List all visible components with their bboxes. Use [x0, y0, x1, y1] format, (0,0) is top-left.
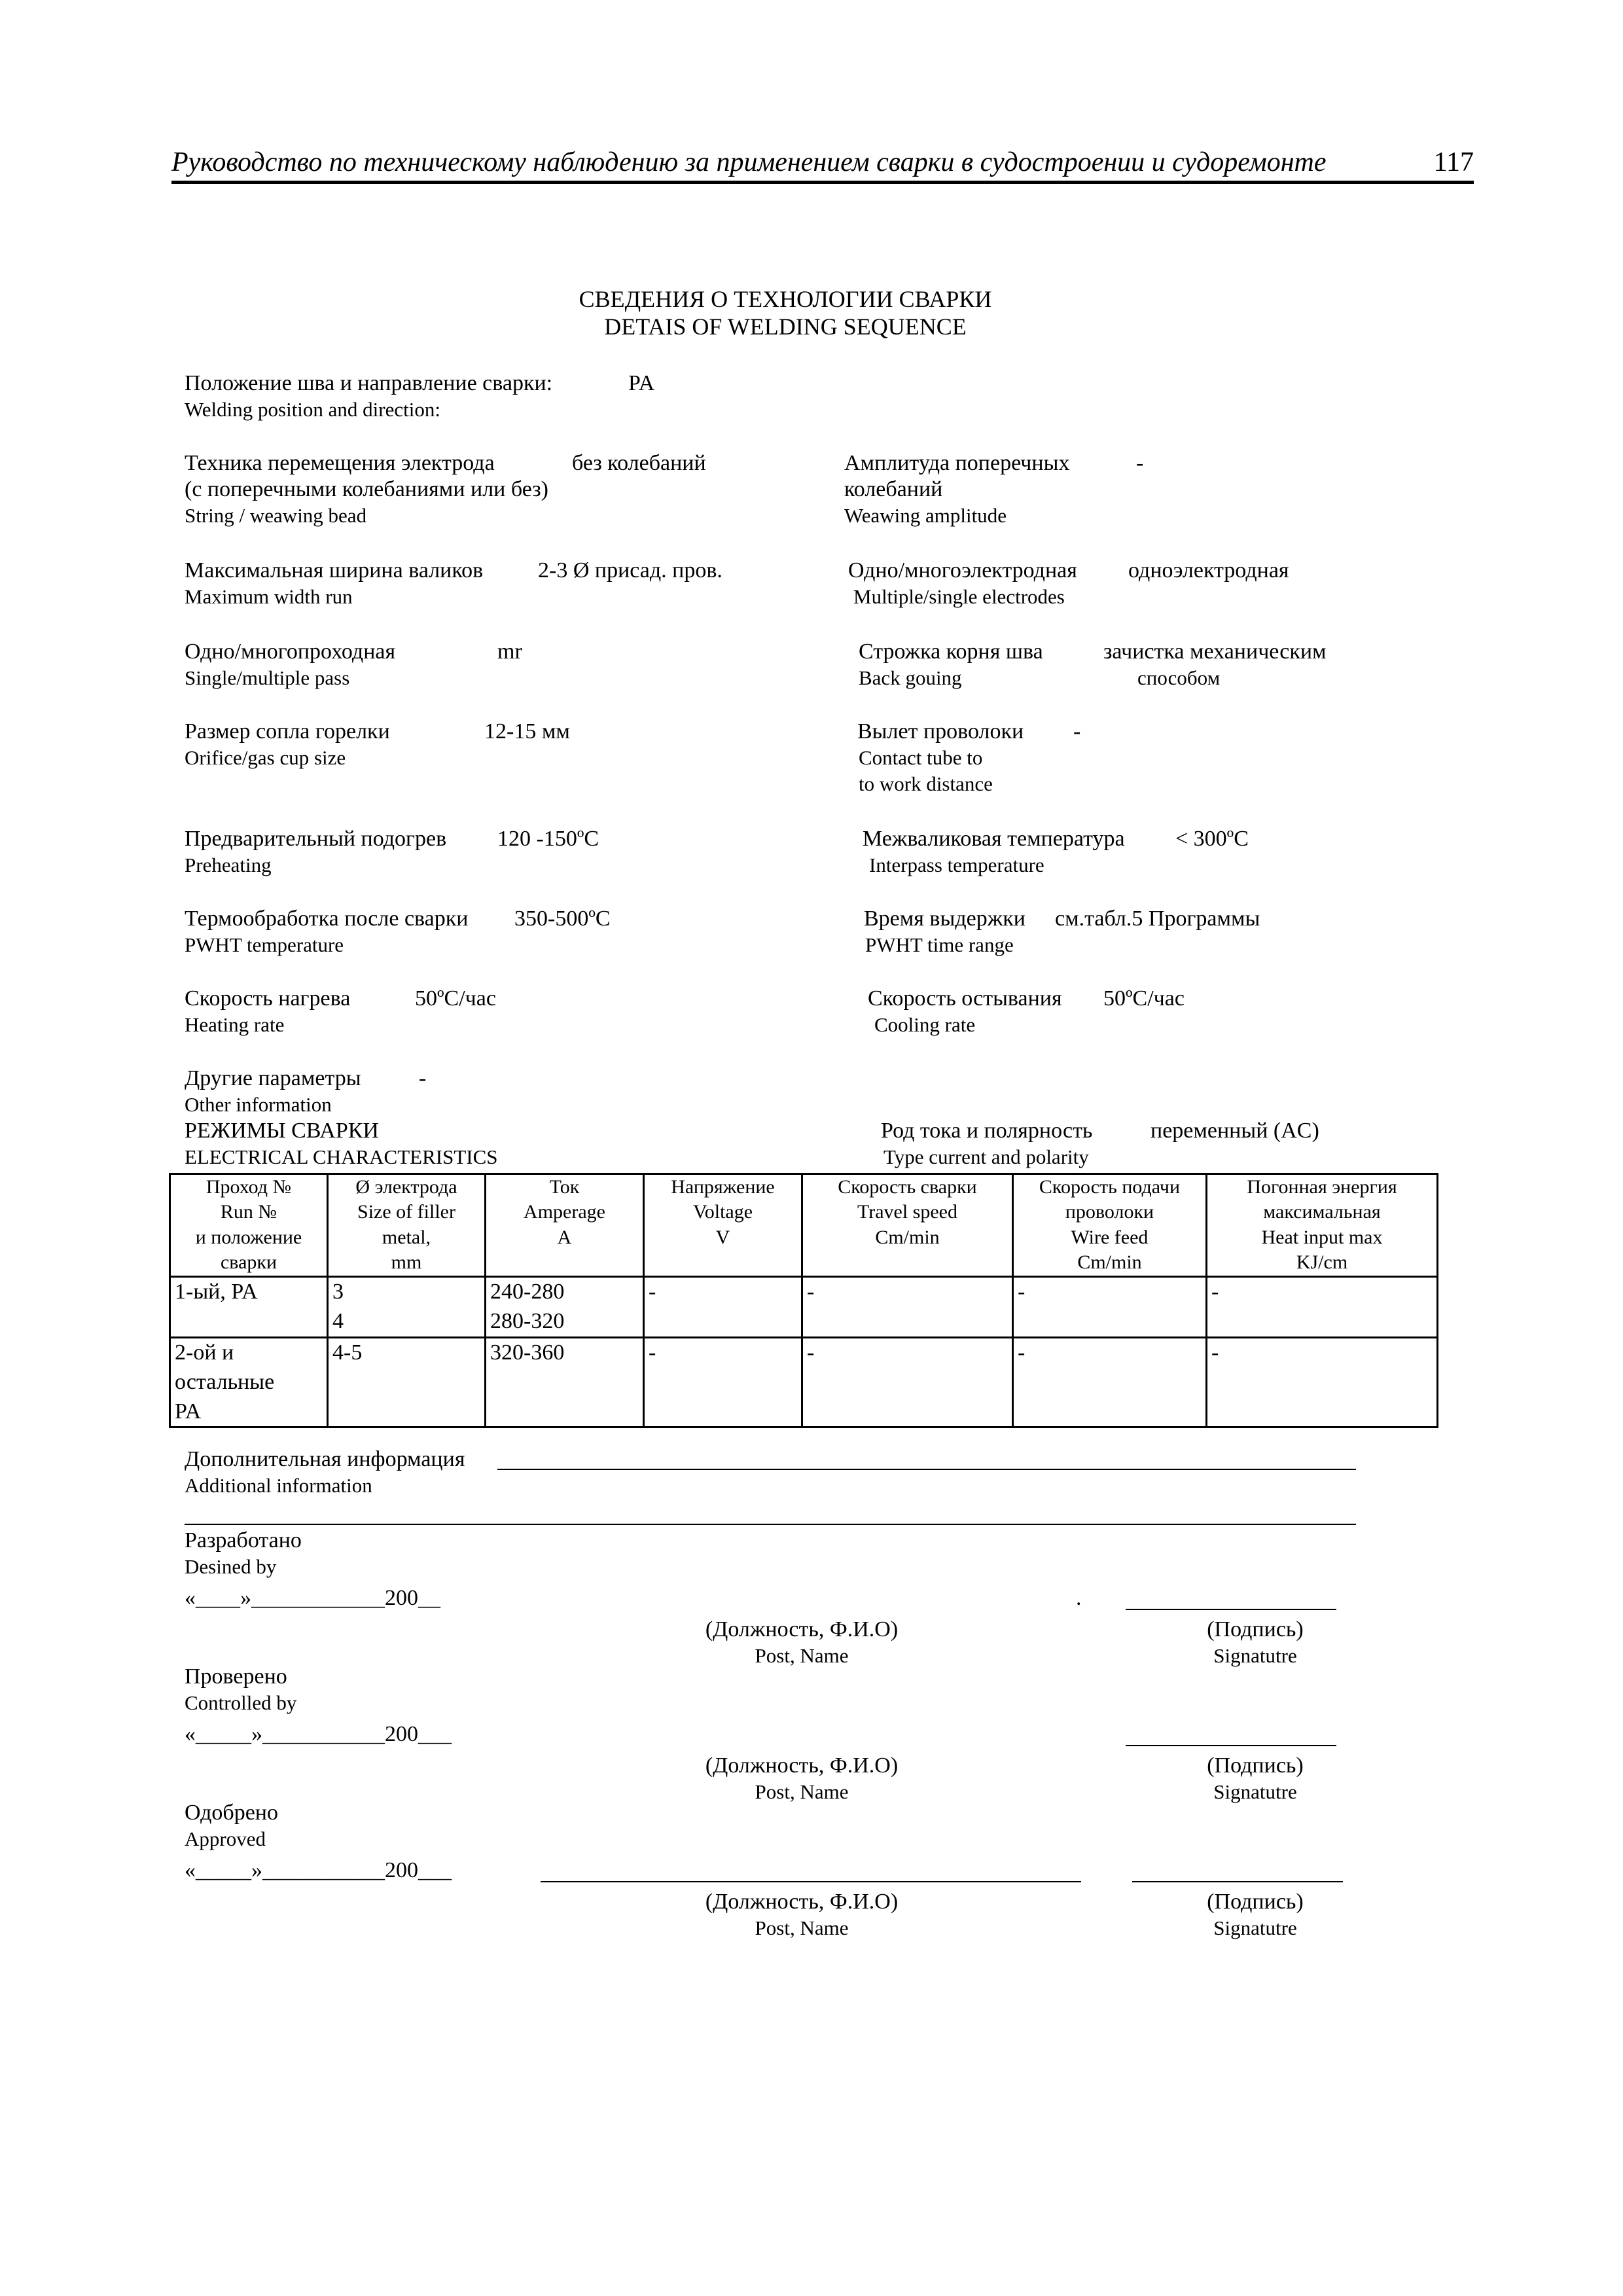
back-gouging-value: зачистка механическим	[1103, 639, 1327, 664]
cell-amperage: 320-360	[486, 1337, 644, 1427]
header-wire-feed: Скорость подачи проволоки Wire feed Cm/min	[1013, 1174, 1207, 1277]
interpass-label-ru: Межваликовая температура	[863, 827, 1125, 851]
current-label-en: Type current and polarity	[883, 1145, 1089, 1168]
cell-run: 2-ой и остальные PA	[170, 1337, 328, 1427]
developed-sign-en: Signatutre	[1213, 1644, 1297, 1667]
checked-post-ru: (Должность, Ф.И.О)	[705, 1753, 899, 1778]
table-header-row	[170, 1174, 1438, 1277]
additional-line-2	[185, 1524, 1356, 1525]
cell-run: 1-ый, PA	[170, 1277, 328, 1338]
cup-size-value: 12-15 мм	[484, 719, 570, 744]
page-number: 117	[1433, 147, 1474, 177]
developed-post-en: Post, Name	[755, 1644, 849, 1667]
technique-label-ru-2: (с поперечными колебаниями или без)	[185, 477, 548, 501]
technique-label-en: String / weawing bead	[185, 504, 367, 527]
stickout-label-en-1: Contact tube to	[859, 746, 983, 769]
checked-date: «_____»___________200___	[185, 1722, 452, 1746]
checked-signature-line	[1126, 1745, 1336, 1746]
developed-sign-ru: (Подпись)	[1207, 1617, 1304, 1641]
checked-label-ru: Проверено	[185, 1664, 287, 1689]
cell-heat-input: -	[1207, 1277, 1438, 1338]
current-value: переменный (AC)	[1150, 1119, 1319, 1143]
technique-value: без колебаний	[572, 451, 706, 475]
checked-sign-en: Signatutre	[1213, 1780, 1297, 1803]
max-width-label-en: Maximum width run	[185, 585, 353, 608]
additional-label-ru: Дополнительная информация	[185, 1447, 465, 1471]
cell-heat-input: -	[1207, 1337, 1438, 1427]
cell-voltage: -	[644, 1277, 802, 1338]
developed-label-ru: Разработано	[185, 1528, 302, 1552]
back-gouging-value-2: способом	[1137, 666, 1221, 689]
electrodes-label-ru: Одно/многоэлектродная	[848, 558, 1077, 583]
approved-post-en: Post, Name	[755, 1916, 849, 1939]
amplitude-label-en: Weawing amplitude	[844, 504, 1007, 527]
amplitude-value: -	[1136, 451, 1144, 475]
developed-dot: .	[1076, 1586, 1082, 1610]
cooling-rate-label-en: Cooling rate	[874, 1013, 976, 1036]
stickout-label-en-2: to work distance	[859, 772, 993, 795]
developed-date: «____»____________200__	[185, 1586, 440, 1610]
preheat-value: 120 -150ºC	[497, 827, 599, 851]
checked-sign-ru: (Подпись)	[1207, 1753, 1304, 1778]
other-value: -	[419, 1066, 427, 1090]
cell-travel-speed: -	[802, 1337, 1013, 1427]
approved-signature-line	[1132, 1881, 1343, 1882]
heating-rate-value: 50ºC/час	[415, 986, 496, 1011]
cell-amperage: 240-280 280-320	[486, 1277, 644, 1338]
pwht-label-en: PWHT temperature	[185, 933, 344, 956]
interpass-label-en: Interpass temperature	[869, 853, 1044, 876]
current-label-ru: Род тока и полярность	[881, 1119, 1093, 1143]
interpass-value: < 300ºC	[1175, 827, 1249, 851]
electrical-title-ru: РЕЖИМЫ СВАРКИ	[185, 1119, 379, 1143]
passes-label-en: Single/multiple pass	[185, 666, 350, 689]
developed-post-ru: (Должность, Ф.И.О)	[705, 1617, 899, 1641]
header-diameter: Ø электрода Size of filler metal, mm	[328, 1174, 486, 1277]
cell-diameter: 3 4	[328, 1277, 486, 1338]
stickout-value: -	[1073, 719, 1081, 744]
max-width-label-ru: Максимальная ширина валиков	[185, 558, 484, 583]
holding-label-ru: Время выдержки	[864, 906, 1026, 931]
additional-label-en: Additional information	[185, 1474, 372, 1497]
table-row	[170, 1277, 1438, 1338]
preheat-label-ru: Предварительный подогрев	[185, 827, 447, 851]
header-travel-speed: Скорость сварки Travel speed Cm/min	[802, 1174, 1013, 1277]
max-width-value: 2-3 Ø присад. пров.	[538, 558, 722, 583]
cup-size-label-en: Orifice/gas cup size	[185, 746, 346, 769]
stickout-label-ru: Вылет проволоки	[857, 719, 1024, 744]
approved-sign-ru: (Подпись)	[1207, 1890, 1304, 1914]
developed-signature-line	[1126, 1609, 1336, 1610]
back-gouging-label-ru: Строжка корня шва	[859, 639, 1043, 664]
position-value: PA	[628, 371, 655, 395]
header-voltage: Напряжение Voltage V	[644, 1174, 802, 1277]
table-row	[170, 1337, 1438, 1427]
holding-value: см.табл.5 Программы	[1055, 906, 1260, 931]
header-run: Проход № Run № и положение сварки	[170, 1174, 328, 1277]
cell-wire-feed: -	[1013, 1277, 1207, 1338]
passes-value: mr	[497, 639, 522, 664]
approved-label-ru: Одобрено	[185, 1801, 278, 1825]
cup-size-label-ru: Размер сопла горелки	[185, 719, 390, 744]
additional-line-1	[497, 1469, 1356, 1470]
cell-travel-speed: -	[802, 1277, 1013, 1338]
approved-date: «_____»___________200___	[185, 1858, 452, 1882]
pwht-label-ru: Термообработка после сварки	[185, 906, 469, 931]
other-label-en: Other information	[185, 1093, 332, 1116]
doc-title-en: DETAIS OF WELDING SEQUENCE	[604, 314, 967, 340]
approved-post-ru: (Должность, Ф.И.О)	[705, 1890, 899, 1914]
cooling-rate-label-ru: Скорость остывания	[868, 986, 1062, 1011]
amplitude-label-ru-2: колебаний	[844, 477, 943, 501]
electrodes-label-en: Multiple/single electrodes	[853, 585, 1065, 608]
electrodes-value: одноэлектродная	[1128, 558, 1289, 583]
heating-rate-label-ru: Скорость нагрева	[185, 986, 351, 1011]
approved-post-line	[541, 1881, 1081, 1882]
doc-title-ru: СВЕДЕНИЯ О ТЕХНОЛОГИИ СВАРКИ	[579, 286, 992, 312]
cell-wire-feed: -	[1013, 1337, 1207, 1427]
technique-label-ru: Техника перемещения электрода	[185, 451, 495, 475]
preheat-label-en: Preheating	[185, 853, 272, 876]
back-gouging-label-en: Back gouing	[859, 666, 962, 689]
electrical-table	[169, 1173, 1438, 1428]
approved-label-en: Approved	[185, 1827, 266, 1850]
cell-voltage: -	[644, 1337, 802, 1427]
cooling-rate-value: 50ºC/час	[1103, 986, 1185, 1011]
heating-rate-label-en: Heating rate	[185, 1013, 285, 1036]
passes-label-ru: Одно/многопроходная	[185, 639, 396, 664]
amplitude-label-ru: Амплитуда поперечных	[844, 451, 1070, 475]
header-title: Руководство по техническому наблюдению за применением сварки в судостроении и судоремонте	[171, 147, 1327, 177]
cell-diameter: 4-5	[328, 1337, 486, 1427]
developed-label-en: Desined by	[185, 1555, 277, 1578]
pwht-value: 350-500ºC	[514, 906, 611, 931]
header-amperage: Ток Amperage A	[486, 1174, 644, 1277]
approved-sign-en: Signatutre	[1213, 1916, 1297, 1939]
position-label-ru: Положение шва и направление сварки:	[185, 371, 553, 395]
holding-label-en: PWHT time range	[865, 933, 1014, 956]
other-label-ru: Другие параметры	[185, 1066, 361, 1090]
electrical-title-en: ELECTRICAL CHARACTERISTICS	[185, 1145, 498, 1168]
running-header	[171, 147, 1474, 184]
position-label-en: Welding position and direction:	[185, 398, 440, 421]
checked-label-en: Controlled by	[185, 1691, 297, 1714]
header-heat-input: Погонная энергия максимальная Heat input max KJ/cm	[1207, 1174, 1438, 1277]
checked-post-en: Post, Name	[755, 1780, 849, 1803]
